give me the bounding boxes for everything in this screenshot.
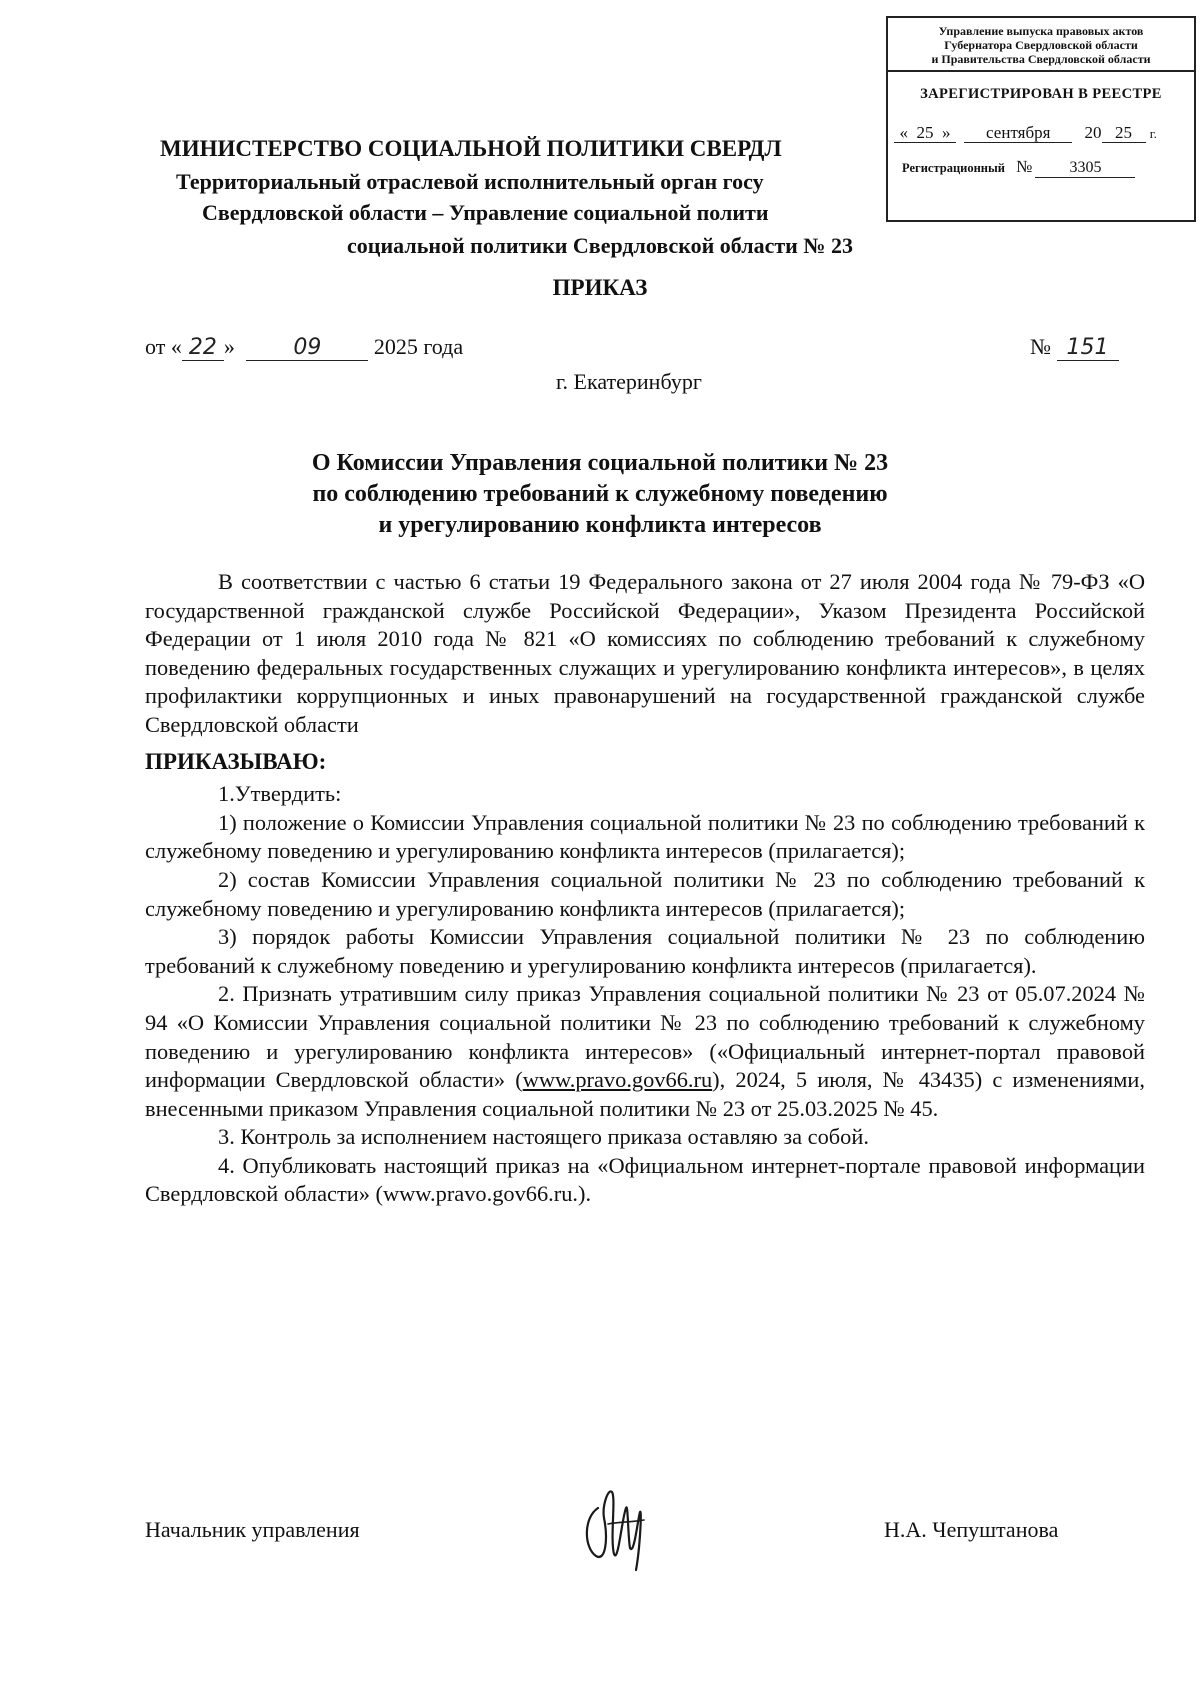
header-ministry: МИНИСТЕРСТВО СОЦИАЛЬНОЙ ПОЛИТИКИ СВЕРДЛ (160, 136, 782, 161)
item-4-paragraph: 4. Опубликовать настоящий приказ на «Официальном интернет-портале правовой информации Свердловской области» (www.pravo.gov66.ru.). (145, 1152, 1145, 1207)
number-line (1030, 334, 1119, 361)
stamp-day: 25 (916, 123, 934, 142)
signer-role: Начальник управления (145, 1517, 360, 1542)
stamp-open-quote: « (899, 123, 908, 142)
item-1-paragraph: 1.Утвердить: (218, 781, 342, 807)
title-line1: О Комиссии Управления социальной политики № 23 (311, 450, 889, 476)
stamp-reg-label: Регистрационный (902, 161, 1005, 175)
stamp-year-prefix: 20 (1084, 123, 1102, 142)
number-label: № (1030, 334, 1051, 359)
item-1-3-paragraph: 3) порядок работы Комиссии Управления социальной политики № 23 по соблюдению требований к служебному поведению и урегулированию конфликта интересов (прилагается). (145, 924, 1145, 978)
signer-name: Н.А. Чепуштанова (884, 1517, 1059, 1542)
stamp-org-line3: и Правительства Свердловской области (931, 52, 1151, 66)
registration-stamp (886, 16, 1196, 222)
stamp-date (888, 123, 1194, 143)
number-handwritten: 151 (1057, 335, 1119, 361)
header-line2: Территориальный отраслевой исполнительный орган госу (176, 169, 764, 194)
city: г. Екатеринбург (556, 369, 702, 394)
pravo-portal-link[interactable]: www.pravo.gov66.ru (522, 1067, 713, 1093)
item-2-text-end: ), 2024, 5 июля, № 43435) с изменениями, внесенными приказом Управления социальной политики № 23 от 25.03.2025 № 45. (145, 1067, 1145, 1121)
stamp-reg-number: 3305 (1035, 159, 1135, 178)
header-line4: социальной политики Свердловской области № 23 (347, 233, 853, 258)
date-prefix: от « (145, 334, 182, 359)
document-type: ПРИКАЗ (552, 275, 648, 300)
item-3-paragraph: 3. Контроль за исполнением настоящего приказа оставляю за собой. (218, 1124, 869, 1150)
prikazyvayu-heading: ПРИКАЗЫВАЮ: (145, 748, 327, 774)
stamp-year-unit: г. (1149, 126, 1157, 141)
document-title (130, 448, 1070, 541)
header-ministry-box (160, 136, 886, 170)
stamp-month: сентября (964, 124, 1072, 143)
stamp-day-field (894, 124, 956, 143)
date-mid: » (223, 334, 235, 359)
stamp-organization (888, 18, 1194, 72)
date-day-handwritten: 22 (182, 335, 224, 361)
handwritten-signature (578, 1478, 658, 1573)
preamble-paragraph: В соответствии с частью 6 статьи 19 Федерального закона от 27 июля 2004 года № 79-ФЗ «О государственной гражданской службе Российской Федерации», Указом Президента Российской Федерации от 1 июля 2010 года № 821 «О комиссиях по соблюдению требований к служебному поведению федеральных государственных служащих и урегулированию конфликта интересов», в целях профилактики коррупционных и иных правонарушений на государственной гражданской службе Свердловской области (145, 569, 1145, 737)
stamp-year-suffix: 25 (1102, 124, 1146, 143)
header-line3-box (202, 200, 886, 232)
item-1-2-paragraph: 2) состав Комиссии Управления социальной политики № 23 по соблюдению требований к служебному поведению и урегулированию конфликта интересов (прилагается); (145, 866, 1145, 921)
stamp-number-sign: № (1016, 157, 1033, 176)
document-body (145, 568, 1145, 1209)
date-suffix: 2025 года (373, 334, 464, 359)
stamp-registration (888, 157, 1194, 178)
date-month-handwritten: 09 (246, 335, 368, 361)
header-line2-box (176, 169, 886, 201)
stamp-title: ЗАРЕГИСТРИРОВАН В РЕЕСТРЕ (920, 86, 1162, 102)
item-2-text-start: 2. Признать утратившим силу приказ Управления социальной политики № 23 от 05.07.2024 № 94 «О Комиссии Управления социальной политики № 23 по соблюдению требований к служебному поведению и урегулированию конфликта интересов» («Официальный интернет-портал правовой информации Свердловской области» ( (145, 981, 1145, 1093)
stamp-org-line1: Управление выпуска правовых актов (938, 24, 1144, 38)
title-line2: по соблюдению требований к служебному поведению (312, 481, 888, 507)
header-line3: Свердловской области – Управление социальной полити (202, 200, 769, 225)
stamp-org-line2: Губернатора Свердловской области (944, 38, 1138, 52)
item-1-1-paragraph: 1) положение о Комиссии Управления социальной политики № 23 по соблюдению требований к служебному поведению и урегулированию конфликта интересов (прилагается); (145, 809, 1145, 864)
item-2-paragraph (145, 980, 1145, 1123)
stamp-close-quote: » (942, 123, 951, 142)
date-line (145, 334, 463, 361)
title-line3: и урегулированию конфликта интересов (378, 512, 822, 538)
